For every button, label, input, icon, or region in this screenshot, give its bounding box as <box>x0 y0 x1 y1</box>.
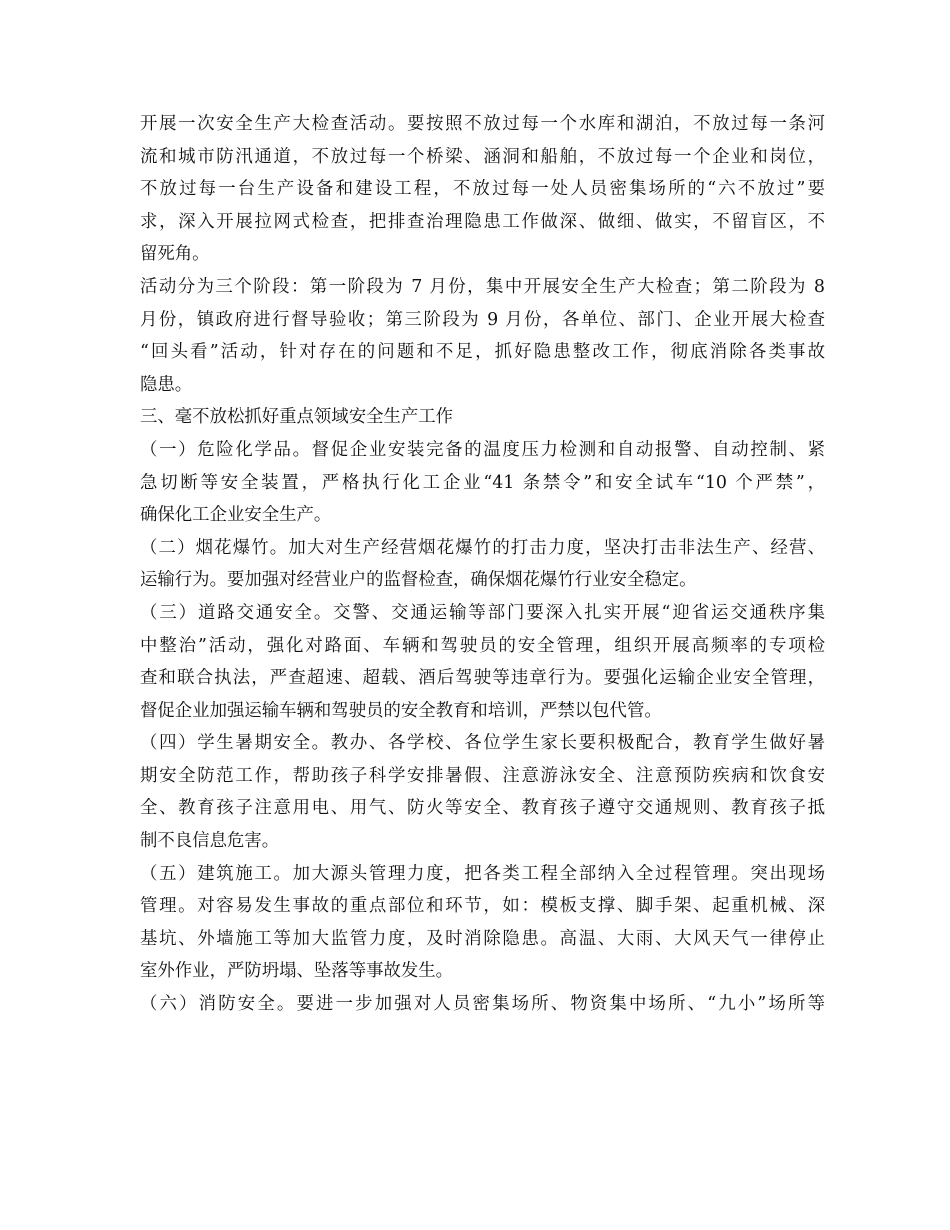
text-line: 确保化工企业安全生产。 <box>140 505 332 526</box>
text-line: 流和城市防汛通道，不放过每一个桥梁、涵洞和船舶，不放过每一个企业和岗位， <box>140 146 825 167</box>
text-line: 中整治”活动，强化对路面、车辆和驾驶员的安全管理，组织开展高频率的专项检 <box>140 635 825 656</box>
text-line: （三）道路交通安全。交警、交通运输等部门要深入扎实开展“迎省运交通秩序集 <box>140 602 825 623</box>
text-line: 基坑、外墙施工等加大监管力度，及时消除隐患。高温、大雨、大风天气一律停止 <box>140 928 825 949</box>
text-line: 开展一次安全生产大检查活动。要按照不放过每一个水库和湖泊，不放过每一条河 <box>140 114 825 134</box>
text-line: 隐患。 <box>140 374 193 395</box>
document-page <box>140 108 825 1021</box>
text-line: 求，深入开展拉网式检查，把排查治理隐患工作做深、做细、做实，不留盲区，不 <box>140 211 825 232</box>
text-line: 制不良信息危害。 <box>140 831 280 852</box>
text-line: （二）烟花爆竹。加大对生产经营烟花爆竹的打击力度，坚决打击非法生产、经营、 <box>140 537 825 558</box>
section-heading: 三、毫不放松抓好重点领域安全生产工作 <box>140 407 454 428</box>
text-line: 全、教育孩子注意用电、用气、防火等安全、教育孩子遵守交通规则、教育孩子抵 <box>140 798 825 819</box>
text-line: 期安全防范工作，帮助孩子科学安排暑假、注意游泳安全、注意预防疾病和饮食安 <box>140 765 825 786</box>
text-line: （一）危险化学品。督促企业安装完备的温度压力检测和自动报警、自动控制、紧 <box>140 439 825 460</box>
text-line: （六）消防安全。要进一步加强对人员密集场所、物资集中场所、“九小”场所等 <box>140 994 825 1015</box>
text-line: “回头看”活动，针对存在的问题和不足，抓好隐患整改工作，彻底消除各类事故 <box>140 342 825 363</box>
text-line: 活动分为三个阶段：第一阶段为 7 月份，集中开展安全生产大检查；第二阶段为 8 <box>140 276 825 297</box>
text-line: 管理。对容易发生事故的重点部位和环节，如：模板支撑、脚手架、起重机械、深 <box>140 896 825 917</box>
text-line: 室外作业，严防坍塌、坠落等事故发生。 <box>140 961 454 982</box>
text-line: （五）建筑施工。加大源头管理力度，把各类工程全部纳入全过程管理。突出现场 <box>140 863 825 884</box>
text-line: 留死角。 <box>140 244 210 265</box>
text-line: 督促企业加强运输车辆和驾驶员的安全教育和培训，严禁以包代管。 <box>140 700 662 721</box>
text-line: 急切断等安全装置，严格执行化工企业“41 条禁令”和安全试车“10 个严禁”， <box>140 472 825 493</box>
text-line: （四）学生暑期安全。教办、各学校、各位学生家长要积极配合，教育学生做好暑 <box>140 733 825 754</box>
text-line: 月份，镇政府进行督导验收；第三阶段为 9 月份，各单位、部门、企业开展大检查 <box>140 309 825 330</box>
text-line: 查和联合执法，严查超速、超载、酒后驾驶等违章行为。要强化运输企业安全管理， <box>140 668 825 689</box>
text-line: 运输行为。要加强对经营业户的监督检查，确保烟花爆竹行业安全稳定。 <box>140 570 697 591</box>
text-line: 不放过每一台生产设备和建设工程，不放过每一处人员密集场所的“六不放过”要 <box>140 179 825 200</box>
